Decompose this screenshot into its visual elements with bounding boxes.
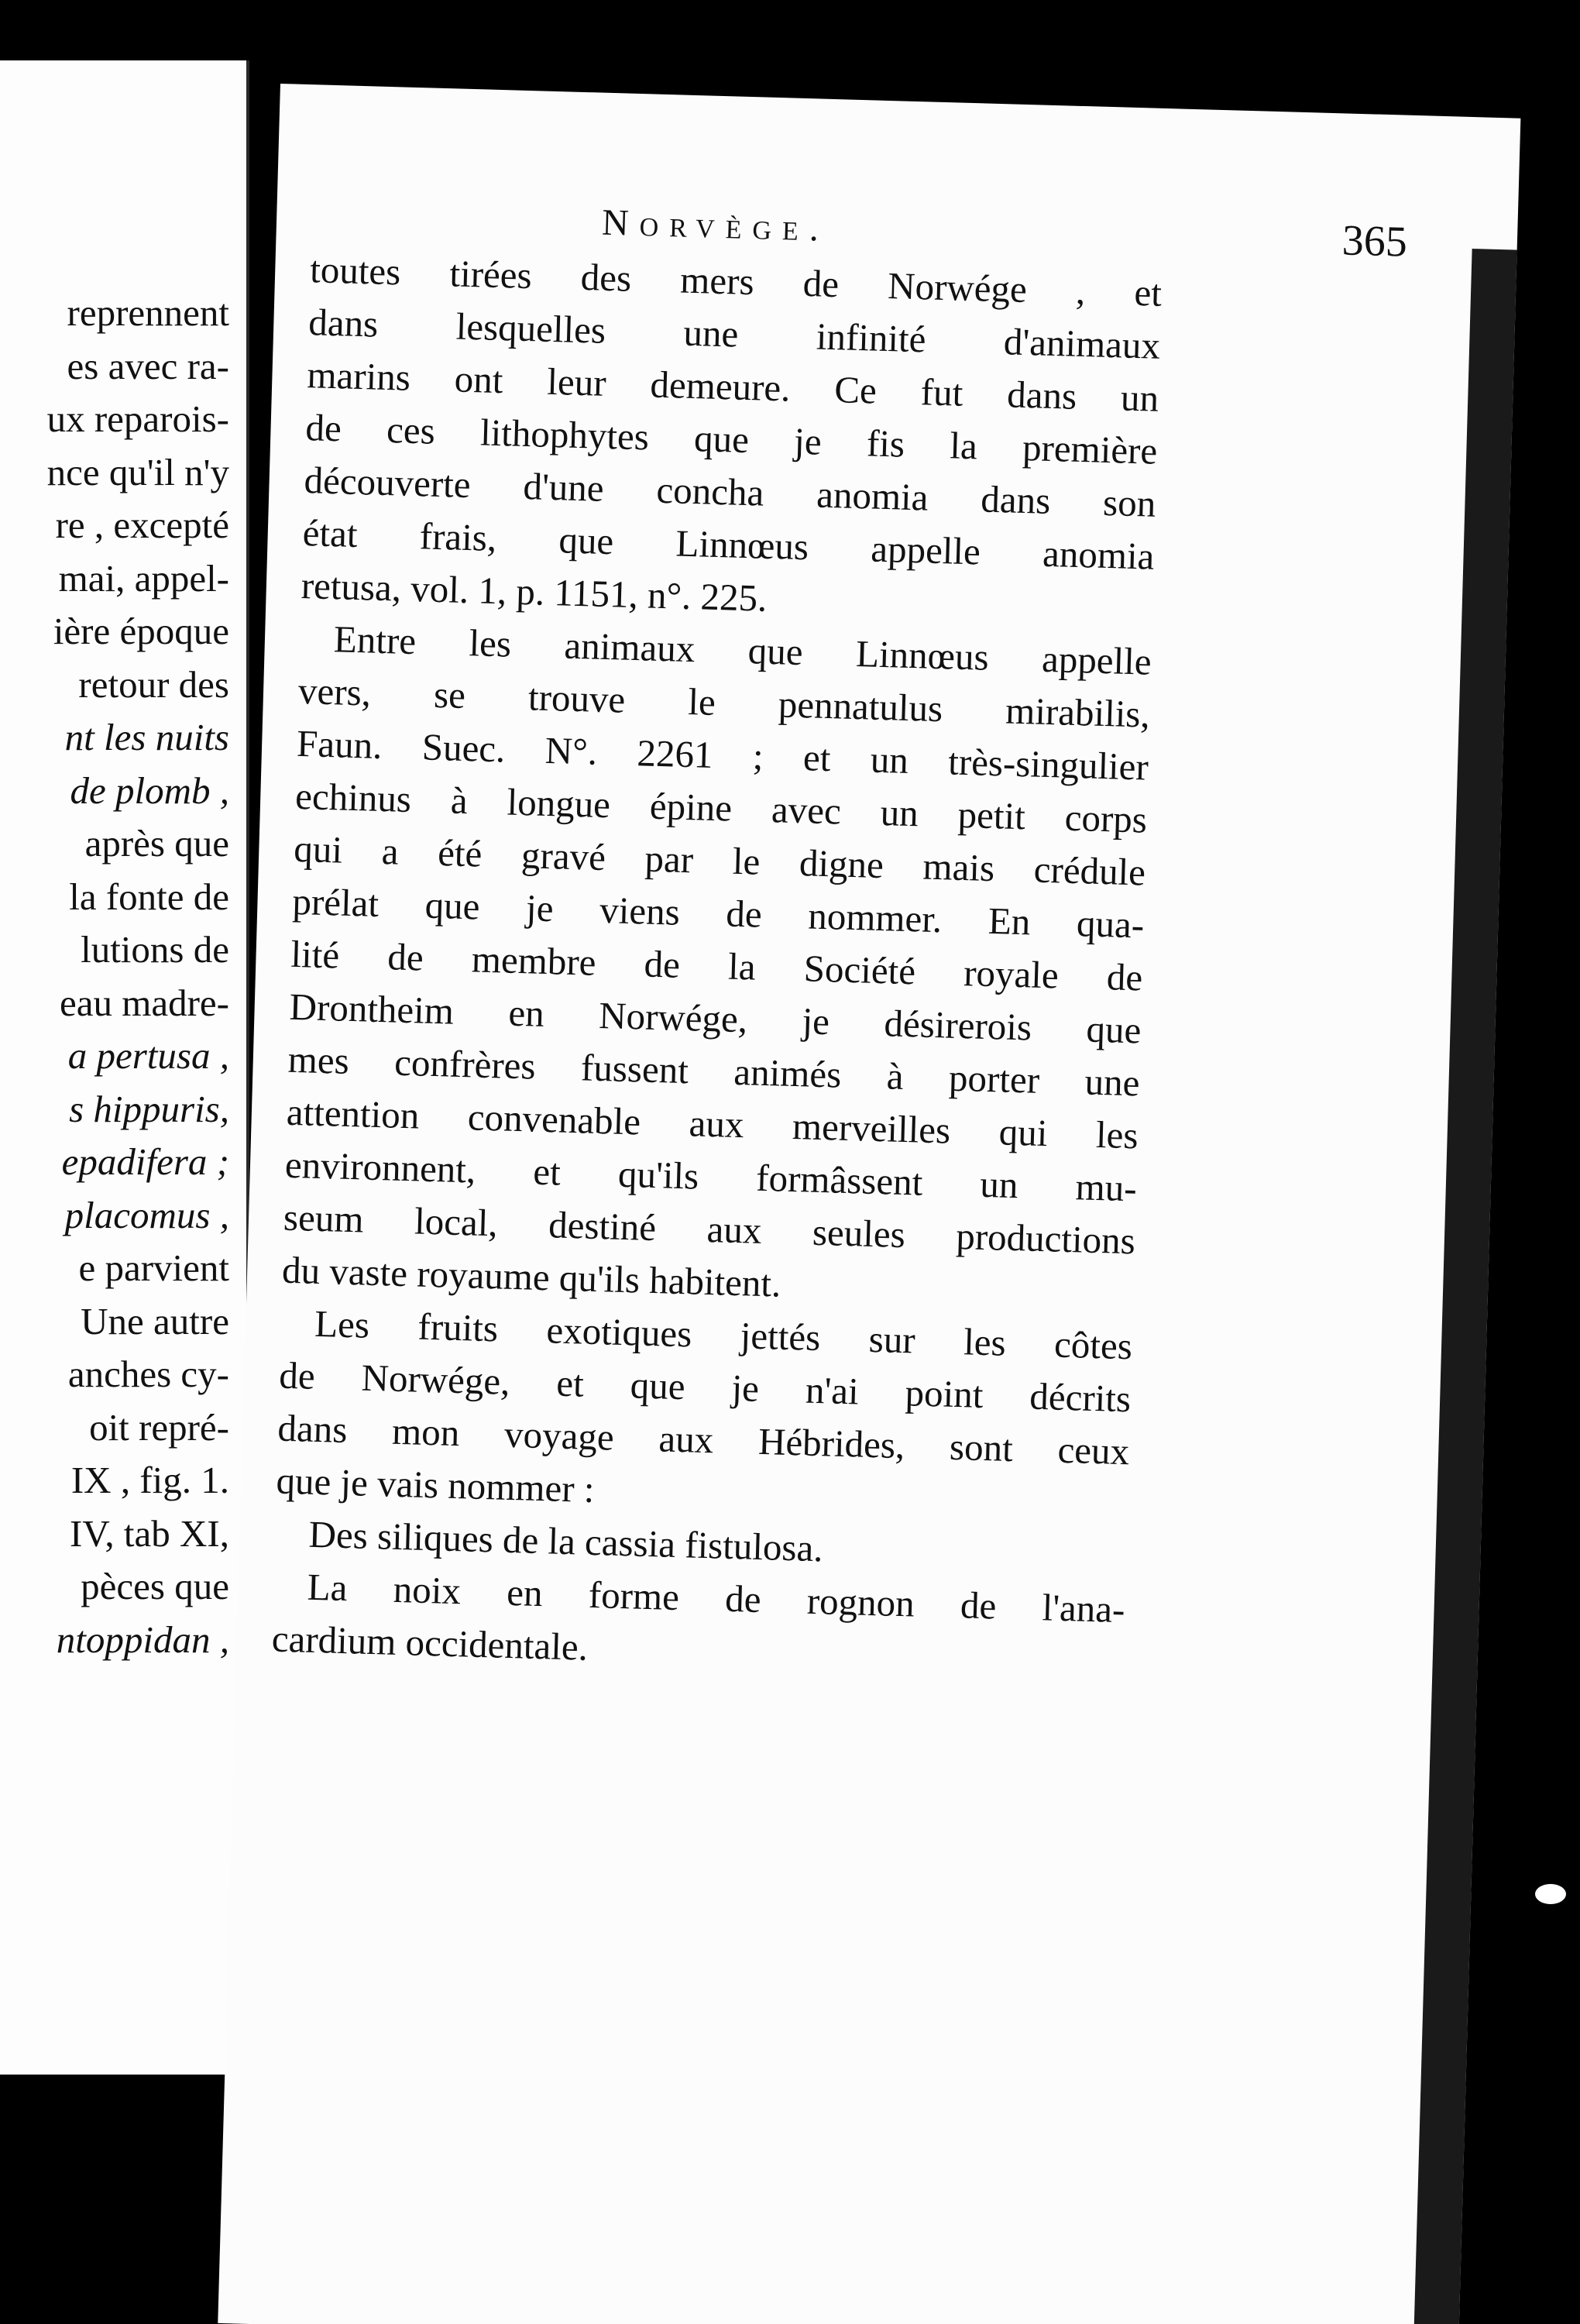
left-page-line: mai, appel-: [58, 556, 229, 600]
left-page-line: IX , fig. 1.: [70, 1459, 229, 1501]
body-line: mes confrères fussent animés à porter une: [287, 1037, 1141, 1105]
body-line: Entre les animaux que Linnœus appelle: [333, 617, 1152, 683]
body-line: cardium occidentale.: [271, 1617, 589, 1669]
body-line: attention convenable aux merveilles qui les: [286, 1090, 1139, 1157]
scan-spot: [1535, 1884, 1566, 1904]
left-page-line: eau madre-: [60, 981, 229, 1024]
left-page-line: nce qu'il n'y: [46, 450, 229, 493]
body-line: environnent, et qu'ils formâssent un mu-: [284, 1143, 1138, 1210]
left-page-line: reprennent: [67, 291, 229, 334]
left-page-line: pèces que: [81, 1565, 229, 1607]
body-line: echinus à longue épine avec un petit corps: [294, 774, 1148, 841]
body-line: seum local, destiné aux seules productions: [283, 1195, 1136, 1263]
left-page-line: a pertusa ,: [67, 1034, 229, 1077]
body-line: Des siliques de la cassia fistulosa.: [307, 1512, 824, 1570]
left-page-line: après que: [84, 822, 229, 865]
body-line: dans lesquelles une infinité d'animaux: [307, 301, 1161, 367]
left-page-line: lutions de: [81, 928, 229, 971]
page-number: 365: [1341, 216, 1408, 266]
right-page: [218, 84, 1520, 2324]
left-page-line: epadifera ;: [61, 1140, 229, 1183]
left-page-line: IV, tab XI,: [70, 1511, 229, 1555]
left-page-line: nt les nuits: [64, 716, 229, 758]
running-title: Norvège.: [601, 201, 830, 249]
left-page-line: de plomb ,: [70, 768, 229, 812]
body-line: Les fruits exotiques jettés sur les côtes: [314, 1301, 1133, 1368]
left-page-line: retour des: [78, 662, 229, 706]
left-page-line: ntoppidan ,: [56, 1618, 229, 1661]
left-page-line: e parvient: [78, 1246, 229, 1289]
left-page-line: es avec ra-: [67, 344, 229, 387]
left-page-line: re , excepté: [55, 504, 229, 546]
body-line: Drontheim en Norwége, je désirerois que: [288, 985, 1142, 1052]
left-page-line: Une autre: [81, 1299, 229, 1342]
body-line: vers, se trouve le pennatulus mirabilis,: [297, 669, 1151, 736]
body-line: du vaste royaume qu'ils habitent.: [281, 1248, 782, 1305]
body-line: que je vais nommer :: [275, 1459, 596, 1511]
body-line: Faun. Suec. N°. 2261 ; et un très-singulier: [296, 721, 1149, 789]
body-line: prélat que je viens de nommer. En qua-: [291, 879, 1145, 947]
left-page-line: s hippuris,: [69, 1087, 229, 1130]
left-page-text: [0, 287, 229, 1666]
left-page-line: placomus ,: [64, 1193, 229, 1236]
left-page-line: ux reparois-: [46, 397, 229, 440]
body-line: toutes tirées des mers de Norwége , et: [309, 248, 1163, 315]
body-line: marins ont leur demeure. Ce fut dans un: [306, 353, 1159, 420]
body-line: de Norwége, et que je n'ai point décrits: [278, 1353, 1132, 1421]
body-line: qui a été gravé par le digne mais crédule: [293, 827, 1146, 894]
body-line: de ces lithophytes que je fis la première: [304, 406, 1158, 473]
body-line: découverte d'une concha anomia dans son: [303, 459, 1157, 525]
body-line: état frais, que Linnœus appelle anomia: [302, 511, 1156, 578]
left-page-line: oit repré-: [89, 1405, 229, 1449]
left-page-line: ière époque: [53, 610, 229, 652]
right-page-content: [218, 84, 1520, 2324]
body-text: [271, 243, 1163, 1689]
left-page-line: la fonte de: [69, 875, 229, 918]
body-line: dans mon voyage aux Hébrides, sont ceux: [276, 1406, 1130, 1473]
left-page: [0, 60, 249, 2075]
body-line: La noix en forme de rognon de l'ana-: [307, 1565, 1126, 1631]
body-line: lité de membre de la Société royale de: [290, 932, 1143, 999]
body-line: retusa, vol. 1, p. 1151, n°. 225.: [301, 564, 768, 620]
left-page-line: anches cy-: [67, 1353, 229, 1395]
